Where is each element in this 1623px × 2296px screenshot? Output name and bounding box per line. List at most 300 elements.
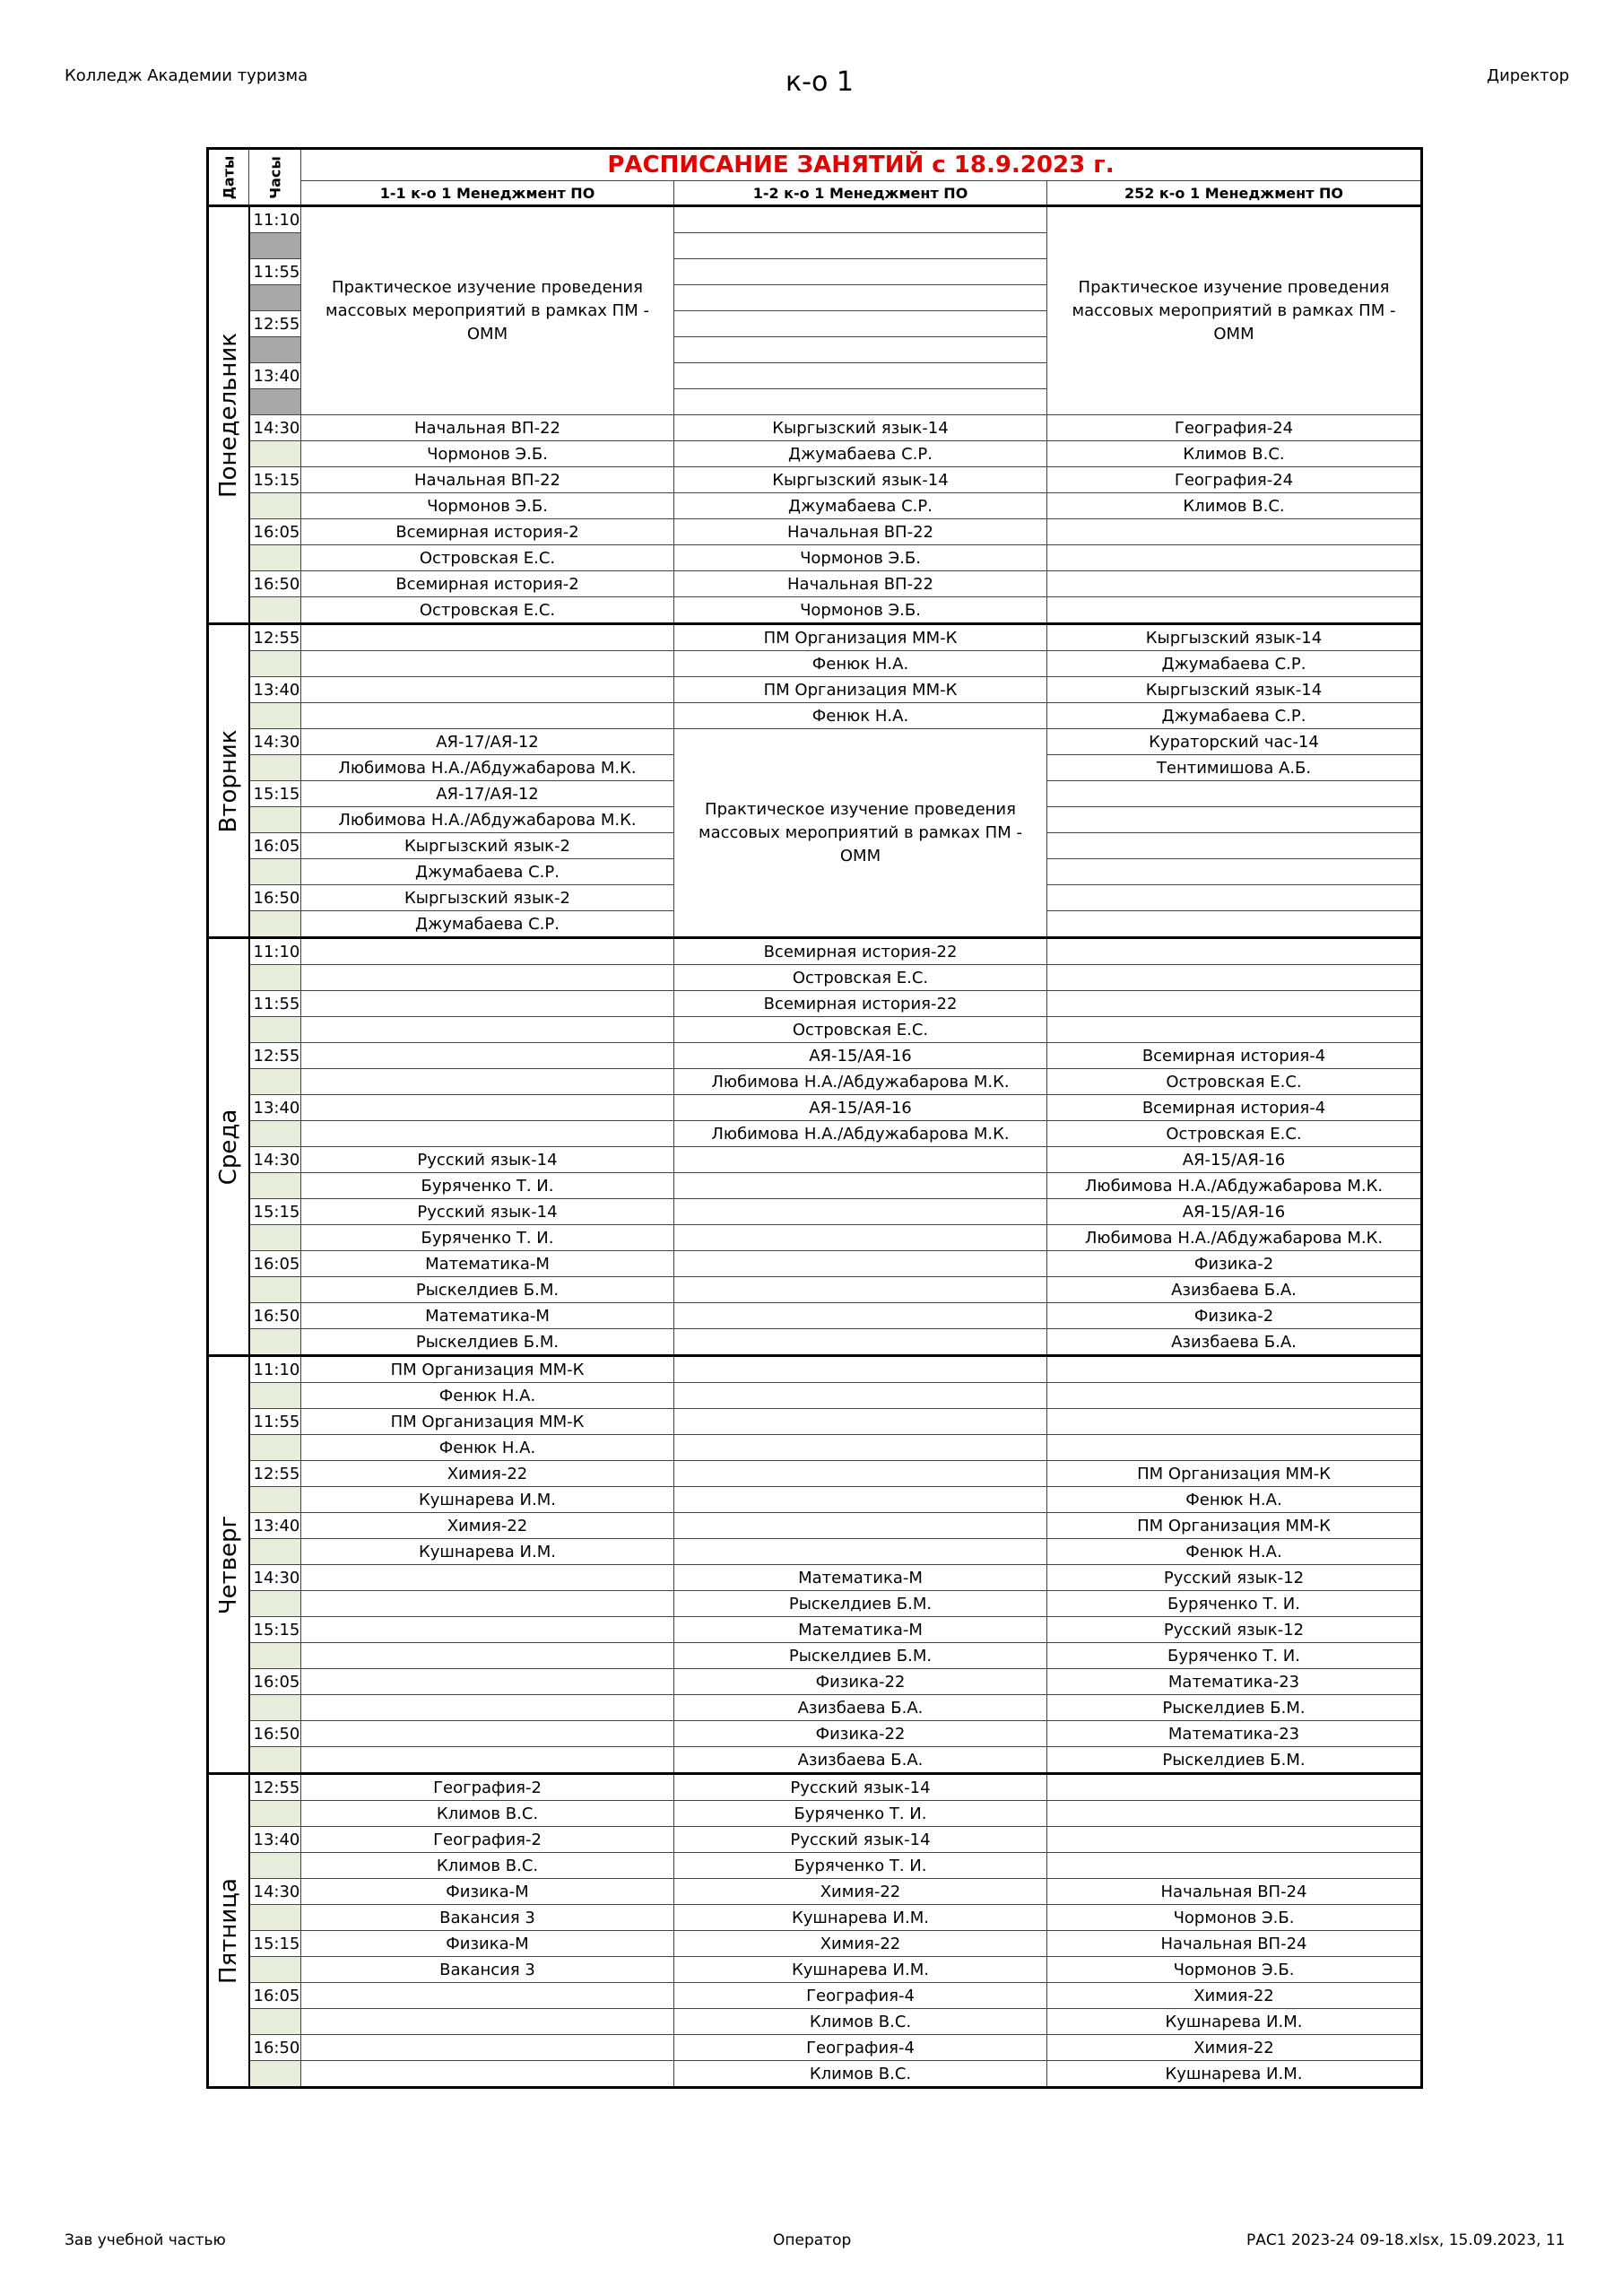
lesson-cell-group-3 bbox=[1047, 1383, 1422, 1409]
schedule-row bbox=[208, 677, 1422, 703]
lesson-cell-group-2: Рыскелдиев Б.М. bbox=[674, 1591, 1047, 1617]
schedule-row bbox=[208, 415, 1422, 441]
lesson-cell-group-3: Кушнарева И.М. bbox=[1047, 2009, 1422, 2035]
lesson-cell-group-2: Чормонов Э.Б. bbox=[674, 597, 1047, 624]
time-cell bbox=[249, 1591, 301, 1617]
lesson-cell-group-1: Вакансия 3 bbox=[301, 1905, 674, 1931]
time-cell: 11:55 bbox=[249, 1409, 301, 1435]
lesson-cell-group-2 bbox=[674, 1225, 1047, 1251]
director-label: Директор bbox=[1487, 66, 1570, 85]
lesson-cell-group-2: Рыскелдиев Б.М. bbox=[674, 1643, 1047, 1669]
lesson-cell-group-1: Буряченко Т. И. bbox=[301, 1225, 674, 1251]
lesson-cell-group-3: АЯ-15/АЯ-16 bbox=[1047, 1147, 1422, 1173]
footer-head-of-studies: Зав учебной частью bbox=[65, 2231, 226, 2249]
lesson-cell-group-1: Всемирная история-2 bbox=[301, 519, 674, 545]
lesson-cell-group-3: Русский язык-12 bbox=[1047, 1565, 1422, 1591]
schedule-row bbox=[208, 493, 1422, 519]
time-cell: 12:55 bbox=[249, 1461, 301, 1487]
time-cell: 16:05 bbox=[249, 1669, 301, 1695]
time-cell bbox=[249, 703, 301, 729]
schedule-row bbox=[208, 1356, 1422, 1383]
lesson-cell-group-2: Джумабаева С.Р. bbox=[674, 441, 1047, 467]
day-name: Пятница bbox=[214, 1877, 242, 1984]
college-name: Колледж Академии туризма bbox=[65, 66, 308, 85]
hours-column-header: Часы bbox=[249, 149, 301, 206]
lesson-cell-group-1 bbox=[301, 965, 674, 991]
schedule-row bbox=[208, 467, 1422, 493]
lesson-cell-group-2: Климов В.С. bbox=[674, 2009, 1047, 2035]
lesson-cell-group-3 bbox=[1047, 833, 1422, 859]
lesson-cell-group-2: Буряченко Т. И. bbox=[674, 1853, 1047, 1879]
schedule-row bbox=[208, 729, 1422, 755]
time-cell bbox=[249, 389, 301, 415]
schedule-row bbox=[208, 1121, 1422, 1147]
lesson-cell-group-2 bbox=[674, 1173, 1047, 1199]
time-cell bbox=[249, 1435, 301, 1461]
schedule-row bbox=[208, 1774, 1422, 1801]
schedule-row bbox=[208, 1643, 1422, 1669]
practice-block: Практическое изучение проведения массовых мероприятий в рамках ПМ - ОММ bbox=[301, 206, 674, 415]
lesson-cell-group-1: Русский язык-14 bbox=[301, 1199, 674, 1225]
schedule-row bbox=[208, 1329, 1422, 1356]
dates-column-header: Даты bbox=[208, 149, 249, 206]
lesson-cell-group-3: Математика-23 bbox=[1047, 1669, 1422, 1695]
schedule-row bbox=[208, 1017, 1422, 1043]
time-cell: 15:15 bbox=[249, 781, 301, 807]
lesson-cell-group-3 bbox=[1047, 597, 1422, 624]
lesson-cell-group-2: Азизбаева Б.А. bbox=[674, 1695, 1047, 1721]
schedule-row bbox=[208, 441, 1422, 467]
lesson-cell-group-2: Физика-22 bbox=[674, 1669, 1047, 1695]
lesson-cell-group-3: Кураторский час-14 bbox=[1047, 729, 1422, 755]
time-cell bbox=[249, 493, 301, 519]
schedule-row bbox=[208, 1721, 1422, 1747]
lesson-cell-group-3: Джумабаева С.Р. bbox=[1047, 651, 1422, 677]
time-cell: 16:05 bbox=[249, 1983, 301, 2009]
lesson-cell-group-1 bbox=[301, 2035, 674, 2061]
lesson-cell-group-1: Химия-22 bbox=[301, 1513, 674, 1539]
lesson-cell-group-2: Кыргызский язык-14 bbox=[674, 415, 1047, 441]
time-cell: 16:05 bbox=[249, 1251, 301, 1277]
lesson-cell-group-3: Азизбаева Б.А. bbox=[1047, 1329, 1422, 1356]
lesson-cell-group-3 bbox=[1047, 1801, 1422, 1827]
schedule-row bbox=[208, 519, 1422, 545]
lesson-cell-group-1 bbox=[301, 1747, 674, 1774]
lesson-cell-group-2 bbox=[674, 1435, 1047, 1461]
schedule-title: РАСПИСАНИЕ ЗАНЯТИЙ с 18.9.2023 г. bbox=[301, 149, 1422, 181]
time-cell: 16:50 bbox=[249, 1303, 301, 1329]
lesson-cell-group-2: Химия-22 bbox=[674, 1931, 1047, 1957]
lesson-cell-group-1: Физика-М bbox=[301, 1931, 674, 1957]
day-name: Четверг bbox=[214, 1515, 242, 1614]
lesson-cell-group-1: Начальная ВП-22 bbox=[301, 467, 674, 493]
lesson-cell-group-2: Химия-22 bbox=[674, 1879, 1047, 1905]
lesson-cell-group-3: Рыскелдиев Б.М. bbox=[1047, 1695, 1422, 1721]
time-cell bbox=[249, 1173, 301, 1199]
schedule-row bbox=[208, 991, 1422, 1017]
time-cell: 16:50 bbox=[249, 1721, 301, 1747]
lesson-cell-group-3: Любимова Н.А./Абдужабарова М.К. bbox=[1047, 1173, 1422, 1199]
lesson-cell-group-1 bbox=[301, 1043, 674, 1069]
lesson-cell-group-3: Фенюк Н.А. bbox=[1047, 1539, 1422, 1565]
lesson-cell-group-1: ПМ Организация ММ-К bbox=[301, 1409, 674, 1435]
schedule-row bbox=[208, 624, 1422, 651]
lesson-cell-group-3: АЯ-15/АЯ-16 bbox=[1047, 1199, 1422, 1225]
lesson-cell-group-1: Джумабаева С.Р. bbox=[301, 911, 674, 938]
schedule-row bbox=[208, 1303, 1422, 1329]
lesson-cell-group-1 bbox=[301, 651, 674, 677]
lesson-cell-group-2: Всемирная история-22 bbox=[674, 938, 1047, 965]
lesson-cell-group-3: Химия-22 bbox=[1047, 1983, 1422, 2009]
lesson-cell-group-3: Русский язык-12 bbox=[1047, 1617, 1422, 1643]
day-name: Среда bbox=[214, 1109, 242, 1185]
lesson-cell-group-2 bbox=[674, 1487, 1047, 1513]
lesson-cell-group-1: Кушнарева И.М. bbox=[301, 1539, 674, 1565]
time-cell bbox=[249, 911, 301, 938]
lesson-cell-group-3: Кыргызский язык-14 bbox=[1047, 677, 1422, 703]
time-cell bbox=[249, 1747, 301, 1774]
schedule-row bbox=[208, 1879, 1422, 1905]
time-cell bbox=[249, 651, 301, 677]
lesson-cell-group-2: География-4 bbox=[674, 2035, 1047, 2061]
schedule-row bbox=[208, 1617, 1422, 1643]
time-cell bbox=[249, 1957, 301, 1983]
time-cell: 13:40 bbox=[249, 1095, 301, 1121]
lesson-cell-group-3 bbox=[1047, 965, 1422, 991]
time-cell bbox=[249, 1853, 301, 1879]
lesson-cell-group-3: Рыскелдиев Б.М. bbox=[1047, 1747, 1422, 1774]
lesson-cell-group-1: Математика-М bbox=[301, 1303, 674, 1329]
lesson-cell-group-1 bbox=[301, 2009, 674, 2035]
time-cell bbox=[249, 1905, 301, 1931]
lesson-cell-group-3: Начальная ВП-24 bbox=[1047, 1931, 1422, 1957]
time-cell bbox=[249, 337, 301, 363]
time-cell: 12:55 bbox=[249, 1043, 301, 1069]
lesson-cell-group-3: Физика-2 bbox=[1047, 1251, 1422, 1277]
schedule-row bbox=[208, 1461, 1422, 1487]
lesson-cell-group-1 bbox=[301, 1121, 674, 1147]
lesson-cell-group-3 bbox=[1047, 571, 1422, 597]
day-label-cell bbox=[208, 1356, 249, 1774]
schedule-row bbox=[208, 1669, 1422, 1695]
time-cell: 12:55 bbox=[249, 624, 301, 651]
lesson-cell-group-2: Математика-М bbox=[674, 1565, 1047, 1591]
lesson-cell-group-2: Начальная ВП-22 bbox=[674, 571, 1047, 597]
lesson-cell-group-3: Чормонов Э.Б. bbox=[1047, 1905, 1422, 1931]
lesson-cell-group-2: Математика-М bbox=[674, 1617, 1047, 1643]
time-cell: 16:05 bbox=[249, 519, 301, 545]
lesson-cell-group-3 bbox=[1047, 545, 1422, 571]
time-cell bbox=[249, 965, 301, 991]
lesson-cell-group-2: Русский язык-14 bbox=[674, 1774, 1047, 1801]
lesson-cell-group-3: ПМ Организация ММ-К bbox=[1047, 1513, 1422, 1539]
schedule-row bbox=[208, 965, 1422, 991]
lesson-cell-group-1: Чормонов Э.Б. bbox=[301, 441, 674, 467]
schedule-row bbox=[208, 597, 1422, 624]
lesson-cell-group-1: Русский язык-14 bbox=[301, 1147, 674, 1173]
lesson-cell-group-2: Буряченко Т. И. bbox=[674, 1801, 1047, 1827]
lesson-cell-group-1: Химия-22 bbox=[301, 1461, 674, 1487]
lesson-cell-group-2: Джумабаева С.Р. bbox=[674, 493, 1047, 519]
lesson-cell-group-3 bbox=[1047, 885, 1422, 911]
lesson-cell-group-2 bbox=[674, 337, 1047, 363]
lesson-cell-group-2: Азизбаева Б.А. bbox=[674, 1747, 1047, 1774]
schedule-row bbox=[208, 2061, 1422, 2088]
lesson-cell-group-3 bbox=[1047, 991, 1422, 1017]
practice-block: Практическое изучение проведения массовых мероприятий в рамках ПМ - ОММ bbox=[674, 729, 1047, 938]
schedule-row bbox=[208, 1801, 1422, 1827]
lesson-cell-group-2 bbox=[674, 1409, 1047, 1435]
time-cell: 16:50 bbox=[249, 571, 301, 597]
lesson-cell-group-2 bbox=[674, 1513, 1047, 1539]
time-cell bbox=[249, 755, 301, 781]
schedule-row bbox=[208, 1513, 1422, 1539]
schedule-row bbox=[208, 2009, 1422, 2035]
group-header-3: 252 к-о 1 Менеджмент ПО bbox=[1047, 181, 1422, 206]
lesson-cell-group-3 bbox=[1047, 781, 1422, 807]
time-cell bbox=[249, 1383, 301, 1409]
lesson-cell-group-2 bbox=[674, 1356, 1047, 1383]
lesson-cell-group-1: Физика-М bbox=[301, 1879, 674, 1905]
lesson-cell-group-1 bbox=[301, 1095, 674, 1121]
lesson-cell-group-2 bbox=[674, 1461, 1047, 1487]
lesson-cell-group-1: Чормонов Э.Б. bbox=[301, 493, 674, 519]
lesson-cell-group-1: АЯ-17/АЯ-12 bbox=[301, 729, 674, 755]
lesson-cell-group-3 bbox=[1047, 938, 1422, 965]
lesson-cell-group-1: Климов В.С. bbox=[301, 1801, 674, 1827]
lesson-cell-group-3 bbox=[1047, 1017, 1422, 1043]
time-cell: 11:10 bbox=[249, 206, 301, 233]
lesson-cell-group-3: География-24 bbox=[1047, 467, 1422, 493]
schedule-row bbox=[208, 545, 1422, 571]
time-cell bbox=[249, 1801, 301, 1827]
time-cell bbox=[249, 233, 301, 259]
lesson-cell-group-3: Химия-22 bbox=[1047, 2035, 1422, 2061]
lesson-cell-group-1: География-2 bbox=[301, 1774, 674, 1801]
schedule-row bbox=[208, 1905, 1422, 1931]
lesson-cell-group-2: Чормонов Э.Б. bbox=[674, 545, 1047, 571]
schedule-row bbox=[208, 1983, 1422, 2009]
lesson-cell-group-1: Климов В.С. bbox=[301, 1853, 674, 1879]
lesson-cell-group-3 bbox=[1047, 1853, 1422, 1879]
time-cell: 15:15 bbox=[249, 1931, 301, 1957]
time-cell: 11:10 bbox=[249, 1356, 301, 1383]
schedule-row bbox=[208, 1931, 1422, 1957]
time-cell: 15:15 bbox=[249, 1199, 301, 1225]
lesson-cell-group-1: Любимова Н.А./Абдужабарова М.К. bbox=[301, 807, 674, 833]
time-cell bbox=[249, 1277, 301, 1303]
lesson-cell-group-3: Кыргызский язык-14 bbox=[1047, 624, 1422, 651]
lesson-cell-group-2 bbox=[674, 206, 1047, 233]
day-label-cell bbox=[208, 624, 249, 938]
lesson-cell-group-3: ПМ Организация ММ-К bbox=[1047, 1461, 1422, 1487]
time-cell: 11:55 bbox=[249, 259, 301, 285]
time-cell bbox=[249, 1539, 301, 1565]
schedule-row bbox=[208, 1435, 1422, 1461]
lesson-cell-group-1: Всемирная история-2 bbox=[301, 571, 674, 597]
schedule-row bbox=[208, 1383, 1422, 1409]
lesson-cell-group-2: Любимова Н.А./Абдужабарова М.К. bbox=[674, 1121, 1047, 1147]
schedule-row bbox=[208, 1225, 1422, 1251]
schedule-row bbox=[208, 1409, 1422, 1435]
time-cell bbox=[249, 1121, 301, 1147]
lesson-cell-group-3: Чормонов Э.Б. bbox=[1047, 1957, 1422, 1983]
lesson-cell-group-1 bbox=[301, 1695, 674, 1721]
lesson-cell-group-3: Азизбаева Б.А. bbox=[1047, 1277, 1422, 1303]
practice-block: Практическое изучение проведения массовых мероприятий в рамках ПМ - ОММ bbox=[1047, 206, 1422, 415]
schedule-row bbox=[208, 2035, 1422, 2061]
time-cell: 15:15 bbox=[249, 1617, 301, 1643]
lesson-cell-group-2: Кушнарева И.М. bbox=[674, 1957, 1047, 1983]
lesson-cell-group-2: ПМ Организация ММ-К bbox=[674, 624, 1047, 651]
schedule-row bbox=[208, 1199, 1422, 1225]
time-cell: 13:40 bbox=[249, 677, 301, 703]
time-cell bbox=[249, 2061, 301, 2088]
lesson-cell-group-3: Математика-23 bbox=[1047, 1721, 1422, 1747]
lesson-cell-group-3: Кушнарева И.М. bbox=[1047, 2061, 1422, 2088]
time-cell bbox=[249, 1487, 301, 1513]
schedule-row bbox=[208, 1747, 1422, 1774]
lesson-cell-group-3 bbox=[1047, 1356, 1422, 1383]
schedule-row bbox=[208, 651, 1422, 677]
lesson-cell-group-1: ПМ Организация ММ-К bbox=[301, 1356, 674, 1383]
day-label-cell bbox=[208, 206, 249, 624]
schedule-row bbox=[208, 1173, 1422, 1199]
schedule-row bbox=[208, 1043, 1422, 1069]
time-cell: 12:55 bbox=[249, 1774, 301, 1801]
lesson-cell-group-3: Физика-2 bbox=[1047, 1303, 1422, 1329]
lesson-cell-group-3 bbox=[1047, 519, 1422, 545]
time-cell: 16:05 bbox=[249, 833, 301, 859]
lesson-cell-group-3 bbox=[1047, 807, 1422, 833]
lesson-cell-group-3: Тентимишова А.Б. bbox=[1047, 755, 1422, 781]
schedule-row bbox=[208, 1487, 1422, 1513]
lesson-cell-group-3: Любимова Н.А./Абдужабарова М.К. bbox=[1047, 1225, 1422, 1251]
lesson-cell-group-2: Островская Е.С. bbox=[674, 1017, 1047, 1043]
group-code: к-о 1 bbox=[785, 66, 854, 98]
lesson-cell-group-1: Рыскелдиев Б.М. bbox=[301, 1329, 674, 1356]
lesson-cell-group-1: Любимова Н.А./Абдужабарова М.К. bbox=[301, 755, 674, 781]
lesson-cell-group-3 bbox=[1047, 1409, 1422, 1435]
time-cell: 13:40 bbox=[249, 1827, 301, 1853]
lesson-cell-group-2: Всемирная история-22 bbox=[674, 991, 1047, 1017]
lesson-cell-group-2 bbox=[674, 311, 1047, 337]
lesson-cell-group-2: Кушнарева И.М. bbox=[674, 1905, 1047, 1931]
schedule-row bbox=[208, 1853, 1422, 1879]
lesson-cell-group-1: Кыргызский язык-2 bbox=[301, 833, 674, 859]
lesson-cell-group-3: Джумабаева С.Р. bbox=[1047, 703, 1422, 729]
footer-file-info: РАС1 2023-24 09-18.xlsx, 15.09.2023, 11 bbox=[1246, 2231, 1566, 2249]
lesson-cell-group-3: Климов В.С. bbox=[1047, 441, 1422, 467]
lesson-cell-group-1 bbox=[301, 1591, 674, 1617]
lesson-cell-group-1: Фенюк Н.А. bbox=[301, 1435, 674, 1461]
lesson-cell-group-1 bbox=[301, 703, 674, 729]
time-cell bbox=[249, 807, 301, 833]
lesson-cell-group-2: Фенюк Н.А. bbox=[674, 651, 1047, 677]
lesson-cell-group-2: АЯ-15/АЯ-16 bbox=[674, 1043, 1047, 1069]
schedule-row bbox=[208, 571, 1422, 597]
time-cell: 12:55 bbox=[249, 311, 301, 337]
lesson-cell-group-3: Фенюк Н.А. bbox=[1047, 1487, 1422, 1513]
lesson-cell-group-2 bbox=[674, 1303, 1047, 1329]
schedule-row bbox=[208, 1277, 1422, 1303]
lesson-cell-group-3 bbox=[1047, 1435, 1422, 1461]
time-cell: 13:40 bbox=[249, 1513, 301, 1539]
time-cell: 14:30 bbox=[249, 729, 301, 755]
day-name: Вторник bbox=[214, 729, 242, 832]
time-cell bbox=[249, 1329, 301, 1356]
lesson-cell-group-1 bbox=[301, 1565, 674, 1591]
lesson-cell-group-3: Всемирная история-4 bbox=[1047, 1095, 1422, 1121]
lesson-cell-group-1 bbox=[301, 677, 674, 703]
lesson-cell-group-2 bbox=[674, 259, 1047, 285]
time-cell bbox=[249, 2009, 301, 2035]
time-cell: 11:55 bbox=[249, 991, 301, 1017]
lesson-cell-group-1 bbox=[301, 1669, 674, 1695]
lesson-cell-group-1: Кыргызский язык-2 bbox=[301, 885, 674, 911]
lesson-cell-group-2 bbox=[674, 1329, 1047, 1356]
time-cell: 11:10 bbox=[249, 938, 301, 965]
schedule-row bbox=[208, 703, 1422, 729]
lesson-cell-group-1: Рыскелдиев Б.М. bbox=[301, 1277, 674, 1303]
lesson-cell-group-1 bbox=[301, 2061, 674, 2088]
lesson-cell-group-3 bbox=[1047, 1774, 1422, 1801]
time-cell bbox=[249, 285, 301, 311]
lesson-cell-group-2 bbox=[674, 1199, 1047, 1225]
lesson-cell-group-2 bbox=[674, 1383, 1047, 1409]
lesson-cell-group-2: Фенюк Н.А. bbox=[674, 703, 1047, 729]
lesson-cell-group-2: Любимова Н.А./Абдужабарова М.К. bbox=[674, 1069, 1047, 1095]
lesson-cell-group-2 bbox=[674, 285, 1047, 311]
time-cell bbox=[249, 1017, 301, 1043]
lesson-cell-group-2: Русский язык-14 bbox=[674, 1827, 1047, 1853]
lesson-cell-group-2: ПМ Организация ММ-К bbox=[674, 677, 1047, 703]
lesson-cell-group-1 bbox=[301, 1983, 674, 2009]
time-cell: 15:15 bbox=[249, 467, 301, 493]
schedule-row bbox=[208, 1827, 1422, 1853]
lesson-cell-group-1 bbox=[301, 1617, 674, 1643]
schedule-row bbox=[208, 1069, 1422, 1095]
lesson-cell-group-2: Климов В.С. bbox=[674, 2061, 1047, 2088]
lesson-cell-group-1 bbox=[301, 1643, 674, 1669]
lesson-cell-group-2 bbox=[674, 1251, 1047, 1277]
lesson-cell-group-2 bbox=[674, 233, 1047, 259]
lesson-cell-group-2 bbox=[674, 389, 1047, 415]
time-cell: 16:50 bbox=[249, 885, 301, 911]
lesson-cell-group-2: Островская Е.С. bbox=[674, 965, 1047, 991]
lesson-cell-group-2 bbox=[674, 1277, 1047, 1303]
schedule-row bbox=[208, 1539, 1422, 1565]
day-name: Понедельник bbox=[214, 332, 242, 498]
day-label-cell bbox=[208, 938, 249, 1356]
time-cell: 14:30 bbox=[249, 1565, 301, 1591]
lesson-cell-group-1: Кушнарева И.М. bbox=[301, 1487, 674, 1513]
lesson-cell-group-1: Математика-М bbox=[301, 1251, 674, 1277]
lesson-cell-group-3 bbox=[1047, 859, 1422, 885]
lesson-cell-group-3: Островская Е.С. bbox=[1047, 1121, 1422, 1147]
schedule-table bbox=[206, 147, 1423, 2089]
time-cell: 14:30 bbox=[249, 415, 301, 441]
schedule-row bbox=[208, 1251, 1422, 1277]
lesson-cell-group-1 bbox=[301, 1069, 674, 1095]
lesson-cell-group-3: География-24 bbox=[1047, 415, 1422, 441]
lesson-cell-group-3: Всемирная история-4 bbox=[1047, 1043, 1422, 1069]
schedule-row bbox=[208, 206, 1422, 233]
schedule-row bbox=[208, 1695, 1422, 1721]
schedule-row bbox=[208, 938, 1422, 965]
time-cell bbox=[249, 1695, 301, 1721]
lesson-cell-group-2 bbox=[674, 1539, 1047, 1565]
